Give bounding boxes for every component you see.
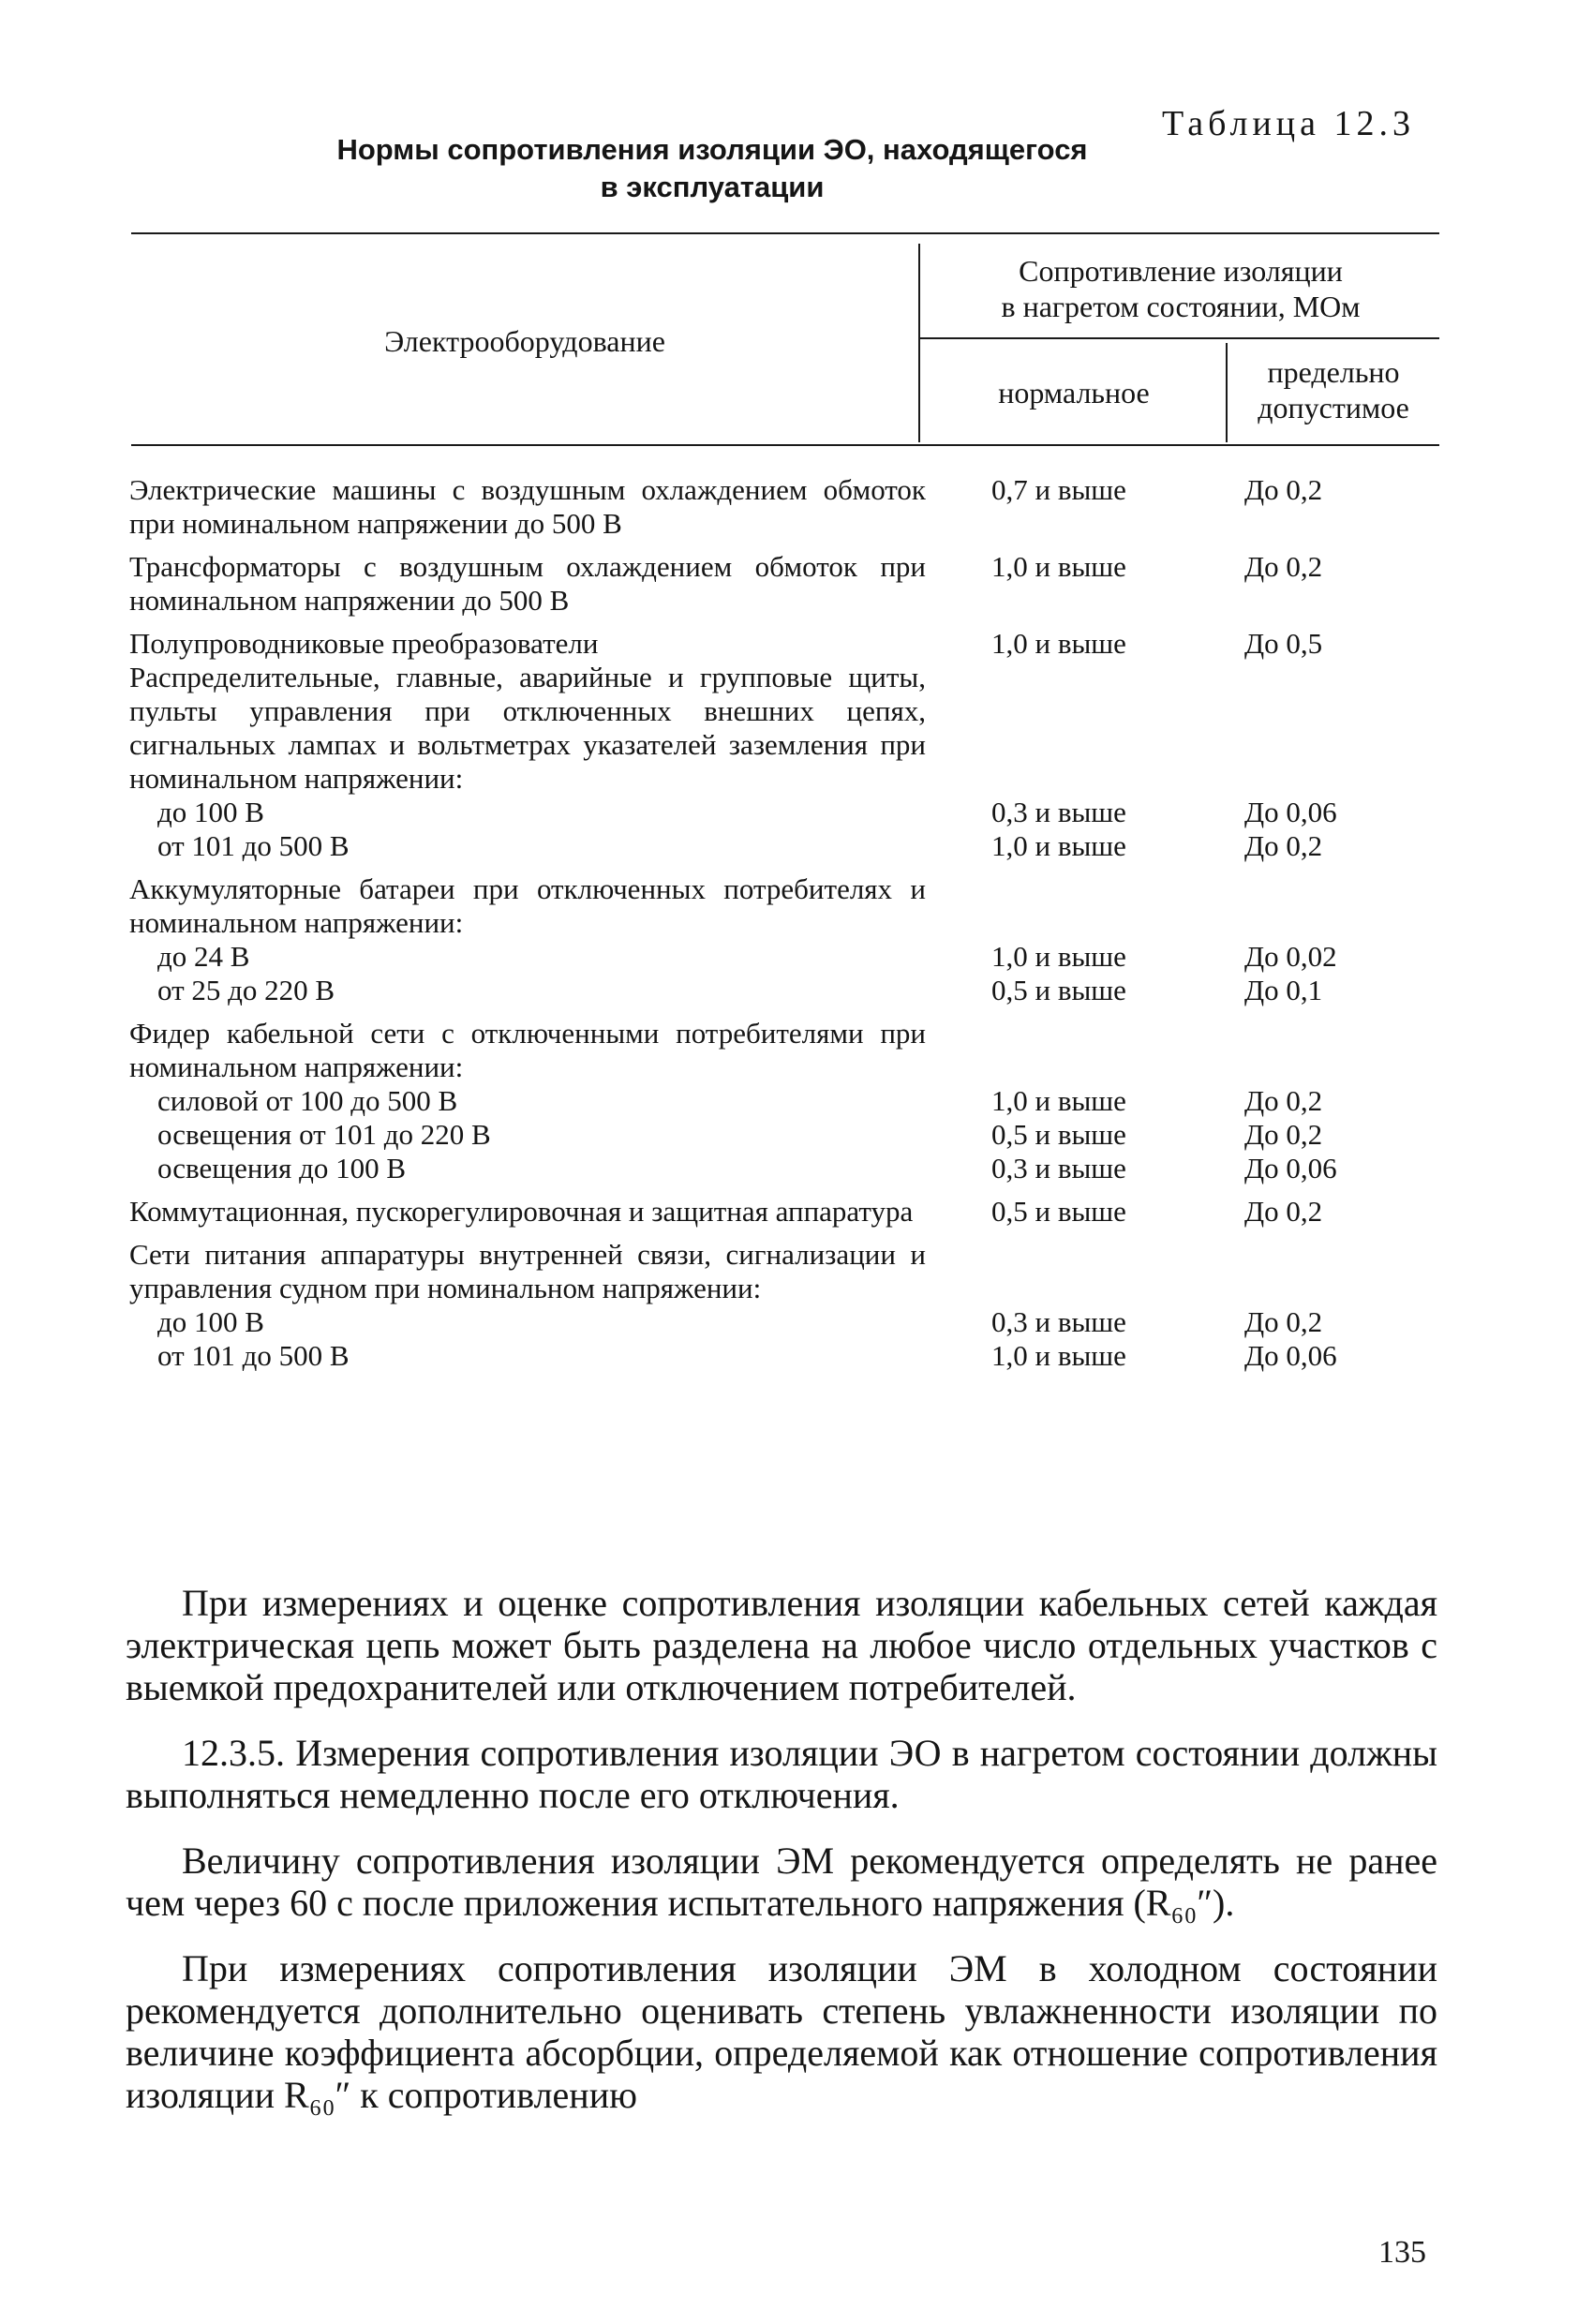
table-top-rule (131, 232, 1439, 234)
body-text (126, 1582, 1437, 2139)
header-limit-line-2: допустимое (1258, 391, 1409, 425)
row-description: до 100 В (157, 796, 264, 828)
table-group-row (129, 1017, 1441, 1084)
header-limit (1228, 354, 1439, 425)
row-description: Фидер кабельной сети с отключенными потребителями при номинальном напряжении: (129, 1017, 926, 1083)
table-subrow (129, 1118, 1441, 1152)
header-normal: нормальное (998, 376, 1150, 410)
row-normal-value: 0,3 и выше (991, 1152, 1126, 1184)
row-description: Распределительные, главные, аварийные и групповые щиты, пульты управления при отключенных внешних цепях, сигнальных лампах и вольтметрах указателей заземления при номинальном напряжении: (129, 661, 926, 795)
row-description: от 101 до 500 В (157, 829, 350, 862)
row-normal-value: 1,0 и выше (991, 829, 1126, 862)
table-subrow (129, 1084, 1441, 1118)
row-description: силовой от 100 до 500 В (157, 1084, 458, 1117)
header-resistance (922, 253, 1439, 324)
table-subrow (129, 1152, 1441, 1185)
row-normal-value: 0,5 и выше (991, 974, 1126, 1006)
row-limit-value: До 0,2 (1244, 1084, 1323, 1117)
row-limit-value: До 0,02 (1244, 940, 1337, 973)
row-normal-value: 1,0 и выше (991, 1084, 1126, 1117)
row-description: Электрические машины с воздушным охлаждением обмоток при номинальном напряжении до 500 В (129, 473, 926, 540)
table-row (129, 550, 1441, 618)
row-description: Коммутационная, пускорегулировочная и защитная аппаратура (129, 1195, 914, 1228)
row-normal-value: 0,7 и выше (991, 473, 1126, 506)
table-title-line-2: в эксплуатации (600, 171, 825, 203)
row-limit-value: До 0,2 (1244, 1195, 1323, 1228)
row-limit-value: До 0,2 (1244, 1118, 1323, 1151)
table-group-row (129, 661, 1441, 796)
row-description: от 101 до 500 В (157, 1339, 350, 1372)
row-description: Аккумуляторные батареи при отключенных потребителях и номинальном напряжении: (129, 872, 926, 939)
page-number: 135 (1378, 2235, 1426, 2270)
row-limit-value: До 0,1 (1244, 974, 1323, 1006)
paragraph: 12.3.5. Измерения сопротивления изоляции ЭО в нагретом состоянии должны выполняться немедленно после его отключения. (126, 1732, 1437, 1816)
row-normal-value: 0,5 и выше (991, 1118, 1126, 1151)
row-description: от 25 до 220 В (157, 974, 335, 1006)
row-description: Сети питания аппаратуры внутренней связи, сигнализации и управления судном при номинальном напряжении: (129, 1238, 926, 1304)
table-group-row (129, 1238, 1441, 1305)
header-column-divider (918, 244, 920, 442)
row-description: до 100 В (157, 1305, 264, 1338)
row-limit-value: До 0,2 (1244, 473, 1323, 506)
row-normal-value: 1,0 и выше (991, 627, 1126, 660)
table-group-row (129, 872, 1441, 940)
row-description: до 24 В (157, 940, 250, 973)
table-row (129, 1195, 1441, 1229)
row-limit-value: До 0,06 (1244, 796, 1337, 828)
table-subrow (129, 1305, 1441, 1339)
table-subrow (129, 940, 1441, 974)
row-normal-value: 0,3 и выше (991, 796, 1126, 828)
paragraph: При измерениях сопротивления изоляции ЭМ в холодном состоянии рекомендуется дополнительно оценивать степень увлажненности изоляции по величине коэффициента абсорбции, определяемой как отношение сопротивления изоляции R₆₀″ к сопротивлению (126, 1947, 1437, 2116)
paragraph: Величину сопротивления изоляции ЭМ рекомендуется определять не ранее чем через 60 с после приложения испытательного напряжения (R₆₀″). (126, 1840, 1437, 1924)
header-bottom-rule (131, 444, 1439, 446)
row-normal-value: 1,0 и выше (991, 550, 1126, 583)
row-limit-value: До 0,5 (1244, 627, 1323, 660)
header-equipment: Электрооборудование (384, 324, 665, 358)
row-description: Трансформаторы с воздушным охлаждением обмоток при номинальном напряжении до 500 В (129, 550, 926, 617)
row-description: освещения до 100 В (157, 1152, 407, 1184)
table-subrow (129, 1339, 1441, 1373)
table-row (129, 627, 1441, 661)
table-label: Таблица 12.3 (1161, 104, 1415, 143)
header-resistance-line-1: Сопротивление изоляции (1019, 254, 1343, 288)
row-normal-value: 1,0 и выше (991, 1339, 1126, 1372)
row-limit-value: До 0,06 (1244, 1339, 1337, 1372)
row-normal-value: 1,0 и выше (991, 940, 1126, 973)
header-resistance-line-2: в нагретом состоянии, МОм (1001, 290, 1361, 323)
table-subrow (129, 974, 1441, 1007)
row-limit-value: До 0,2 (1244, 550, 1323, 583)
row-limit-value: До 0,2 (1244, 829, 1323, 862)
table-subrow (129, 829, 1441, 863)
row-normal-value: 0,3 и выше (991, 1305, 1126, 1338)
row-limit-value: До 0,06 (1244, 1152, 1337, 1184)
table-title-line-1: Нормы сопротивления изоляции ЭО, находящегося (336, 133, 1088, 166)
table-row (129, 473, 1441, 541)
table-body (129, 473, 1441, 1373)
row-description: Полупроводниковые преобразователи (129, 627, 599, 660)
row-normal-value: 0,5 и выше (991, 1195, 1126, 1228)
table-title (150, 131, 1274, 206)
paragraph: При измерениях и оценке сопротивления изоляции кабельных сетей каждая электрическая цепь может быть разделена на любое число отдельных участков с выемкой предохранителей или отключением потребителей. (126, 1582, 1437, 1708)
header-sub-rule (920, 337, 1439, 339)
row-description: освещения от 101 до 220 В (157, 1118, 491, 1151)
header-limit-line-1: предельно (1267, 355, 1400, 389)
row-limit-value: До 0,2 (1244, 1305, 1323, 1338)
table-subrow (129, 796, 1441, 829)
